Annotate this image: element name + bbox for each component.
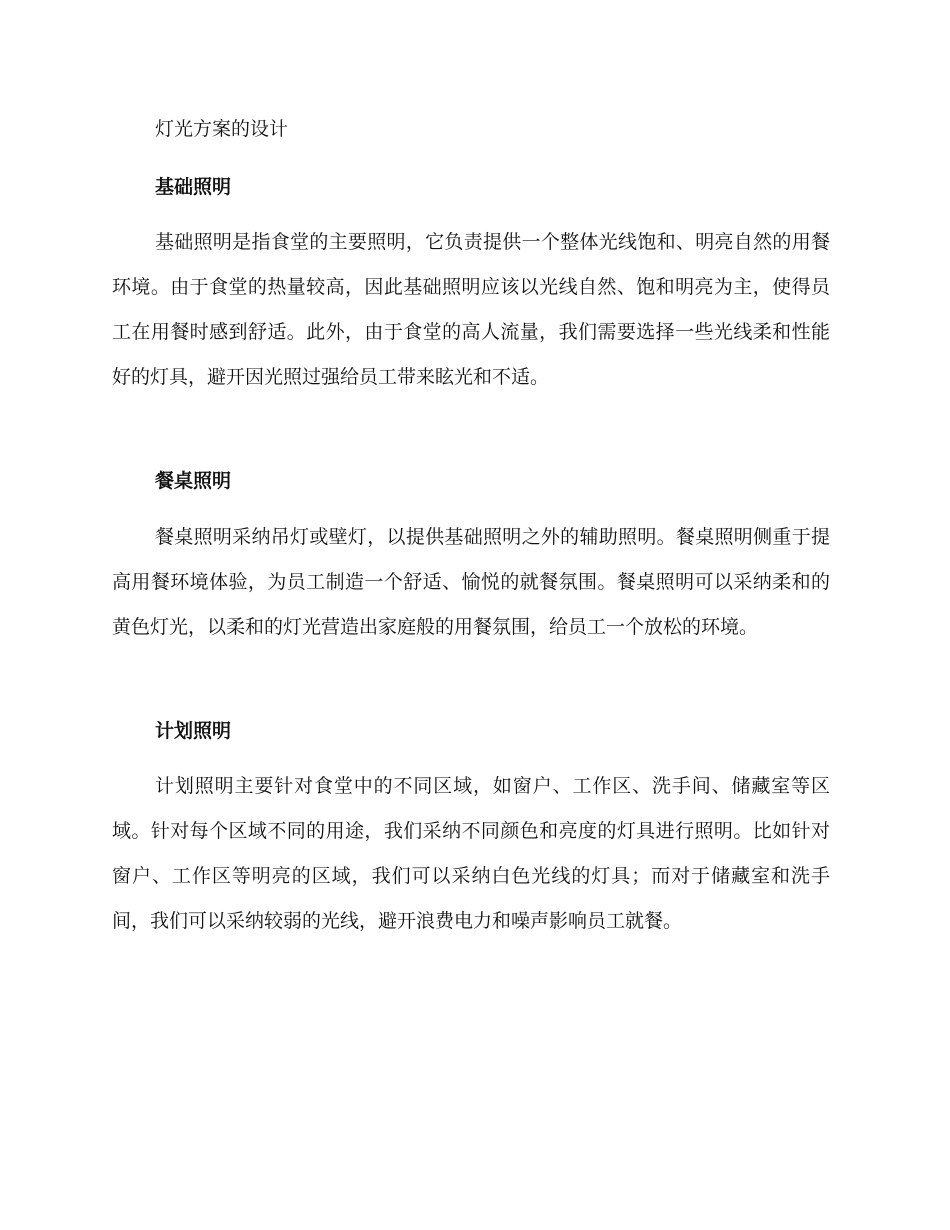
section-body-zone-lighting: 计划照明主要针对食堂中的不同区域，如窗户、工作区、洗手间、储藏室等区域。针对每个区域不同的用途，我们采纳不同颜色和亮度的灯具进行照明。比如针对窗户、工作区等明亮的区域，我们可以采纳白色光线的灯具；而对于储藏室和洗手间，我们可以采纳较弱的光线，避开浪费电力和噪声影响员工就餐。 — [112, 775, 830, 932]
section-heading-zone-lighting: 计划照明 — [155, 720, 232, 742]
section-body-table-lighting: 餐桌照明采纳吊灯或壁灯，以提供基础照明之外的辅助照明。餐桌照明侧重于提高用餐环境体验，为员工制造一个舒适、愉悦的就餐氛围。餐桌照明可以采纳柔和的黄色灯光，以柔和的灯光营造出家庭般的用餐氛围，给员工一个放松的环境。 — [112, 526, 830, 638]
document-title: 灯光方案的设计 — [155, 118, 289, 140]
section-body-basic-lighting: 基础照明是指食堂的主要照明，它负责提供一个整体光线饱和、明亮自然的用餐环境。由于食堂的热量较高，因此基础照明应该以光线自然、饱和明亮为主，使得员工在用餐时感到舒适。此外，由于食堂的高人流量，我们需要选择一些光线柔和性能好的灯具，避开因光照过强给员工带来眩光和不适。 — [112, 231, 830, 388]
section-heading-table-lighting: 餐桌照明 — [155, 470, 232, 492]
section-heading-basic-lighting: 基础照明 — [155, 176, 232, 198]
